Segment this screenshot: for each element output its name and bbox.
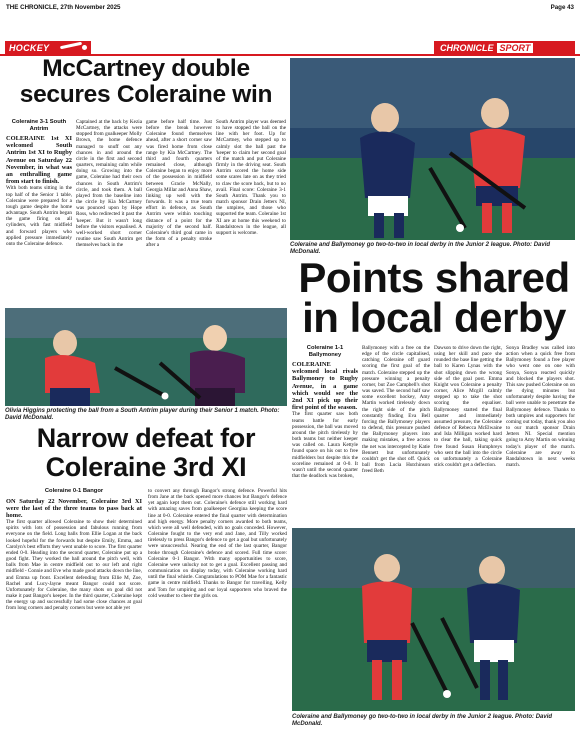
story1-col2: Captained at the back by Kezia McCartney, the attacks were stopped from goalkeeper Molly Brown, the home defence managed to snuff out any chances in and around the circle in the first and second quarters, remaining calm while doing so. Growing into the game, Coleraine had their own chances in South Antrim's circle, and took them. A ball played from the baseline into the circle by Kia McCartney was pounced upon by Hope Ross, who redirected it past the 'keeper. But it wasn't long before the visitors equalised. A well-worked short corner routine saw South Antrim get themselves back in the xyxy=(76,119,142,249)
story1-headline: McCartney double secures Coleraine win xyxy=(19,55,273,108)
page-number: Page 43 xyxy=(550,4,574,11)
story3-headline: Narrow defeat for Coleraine 3rd XI xyxy=(36,423,256,482)
story1-scoreline: Coleraine 3-1 South Antrim xyxy=(11,119,67,132)
caption-olivia-higgins: Olivia Higgins protecting the ball from a South Antrim player during their Senior 1 match. Photo: David McDonald. xyxy=(5,408,280,422)
photo-olivia-higgins xyxy=(5,308,287,406)
story2-col4: Sonya Bradley was called into action when a quick free from Ballymoney found a free player who went one on one with Sonya, Sonya reacted quickly and blocked the players shot. This saw pushed Coleraine on on the dying minutes but unfortunately despite having the ball were unable to penetrate the Ballymoney defence. Thanks to both umpires and supporters for coming out today, thank you also to our match sponsor Drain Jetters NI. Special mention going to Amy Martin on winning today's player of the match. Coleraine are away to Randalstown in next weeks match. xyxy=(506,345,575,468)
story2-col3: Dawson to drive down the right, using her skill and pace she rounded the base line getting the ball to Karen Lynas with the shot slipping down the wrong side of the goal post. Emma Knight won Coleraine a penalty corner, Alice Mcgill calmly stepped up to take the shot scoring the equaliser. Ballymoney started the final quarter and immediately assumed pressure, the Coleraine defence of Rebecca McElwaine and Isla Milligan worked hard to clear the ball, taking quick free found Susan Humphreys who sent the ball into the circle on unfortunately a Coleraine stick couldn't get a deflection. xyxy=(434,345,502,468)
running-header xyxy=(6,3,574,13)
hockey-stick-icon xyxy=(60,42,82,50)
story2-lead: COLERAINE welcomed local rivals Ballymoney to Rugby Avenue, in a game which would see the 2nd XI pick up their first point of the season. xyxy=(292,361,358,412)
caption-top-photo: Coleraine and Ballymoney go two-to-two in local derby in the Junior 2 league. Photo: David McDonald. xyxy=(290,242,551,256)
photo-ballymoney-derby-bottom xyxy=(292,528,575,711)
section-tag-chronicle-sport: CHRONICLE SPORT xyxy=(434,41,575,54)
story2-headline: Points shared in local derby xyxy=(298,254,570,341)
story2-col1: Coleraine 1-1 Ballymoney COLERAINE welcomed local rivals Ballymoney to Rugby Avenue, in a game which would see the 2nd XI pick up their first point of the season. The first quarter saw both teams battle for early possession, the ball was moved around the pitch tirelessly by both teams but neither keeper was called on. Laura Kettyle found space on his out to free midfielders but despite this the scoreline remained at 0-0. It wasn't until the second quarter that the deadlock was broken, xyxy=(292,345,358,479)
story3-scoreline: Coleraine 0-1 Bangor xyxy=(44,488,104,494)
story3-col1: Coleraine 0-1 Bangor ON Saturday 22 November, Coleraine 3rd XI were the last of the three teams to pass back at home. The first quarter allowed Coleraine to show their determined spirits with lots of possession and fabulous running from everyone on the field. Long balls from Ellie Logan at the back looked hopeful for the forwards but despite Emily, Emma, and Carolyn's best efforts they went unable to score. The first quarter ended 0-0. Heading into the second quarter, Coleraine put up a good fight. They worked the ball around the pitch well, with balls from Mae in centre midfield out to our left and right midfield - Connie and Eve who made good attacks down the line, and Emma up front. Excellent defending from Ellie M, Zoe, Rachel and Lucy-Jayne meant Bangor could not score. Unfortunately for Coleraine, the many shots on goal did not make it past Bangor's keeper. In the third quarter, Coleraine kept the energy up and successfully had some close chances at goal from long corners and penalty corners but were not able yet xyxy=(6,488,142,612)
story2-col2: Ballymoney with a free on the edge of the circle capitalised, catching Coleraine off guard scoring the first goal of the match. Coleraine stepped up the pressure winning a penalty corner, but Zoe Campbell's shot was saved. The second half saw some excellent hockey, Amy Martin worked tirelessly down the right side of the pitch constantly finding Eva Bell forcing the Ballymoney players to defend, this pressure pushed the Ballymoney players into making mistakes, a free across the net was intercepted by Katie Bennett but unfortunately couldn't get the shot off. Quick ball from Lucia Hutchinson freed Beth xyxy=(362,345,430,475)
story1-lead: COLERAINE 1st XI welcomed South Antrim 1st XI to Rugby Avenue on Saturday 22 November, in what was an enthralling game from start to finish. xyxy=(6,135,72,186)
publication-date: THE CHRONICLE, 27th November 2025 xyxy=(6,4,121,11)
caption-bottom-photo: Coleraine and Ballymoney go two-to-two in local derby in the Junior 2 league. Photo: David McDonald. xyxy=(292,714,553,728)
section-tag-hockey: HOCKEY xyxy=(5,41,91,54)
story1-col1: Coleraine 3-1 South Antrim COLERAINE 1st XI welcomed South Antrim 1st XI to Rugby Avenue on Saturday 22 November, in what was an enthralling game from start to finish. With both teams sitting in the top half of the Senior 1 table, Coleraine were prepared for a tough game despite the home advantage. South Antrim began the game firing on all cylinders, with fast midfield and forward players who applied pressure immediately onto the Coleraine defence. xyxy=(6,119,72,247)
hockey-ball-icon xyxy=(82,45,87,50)
story1-col4: South Antrim player was deemed to have stopped the ball on the line with her foot. Up for McCartney, who stepped up to calmly slot the ball past the 'keeper to claim her second goal of the match and put Coleraine firmly in the driving seat. South Antrim scored the home side some scares late on as they tried to claw the score back, but to no avail. Final score: Coleraine 3-1 South Antrim. Thank you to match sponsor Drain Jetters NI, the umpires, and those who supported the team. Coleraine 1st XI are at home this weekend to Randalstown in the league, all support is welcome. xyxy=(216,119,286,236)
story3-lead: ON Saturday 22 November, Coleraine 3rd XI were the last of the three teams to pass back at home. xyxy=(6,497,142,519)
story3-col2: to convert any through Bangor's strong defence. Powerful hits from Jane at the back opened more chances but Bangor's defence yet again kept them out. Coleraine's defence still working hard with amazing saves from goalkeeper Georgina keeping the score line at 0-0. Coleraine entered the final quarter with determination and high energy. More penalty corners awarded to both teams, which were all well defended, with no goals conceded. However, Coleraine fought to the very end and Jane, and Tilly worked tirelessly to press Bangor's defence to get a goal but unfortunately were unsuccessful. Nearing the end of the last quarter, Bangor broke through Coleraine's defence and scored. Full time score: Coleraine 0-1 Bangor. With many opportunities to score, Coleraine were unlucky not to get a goal. Excellent passing and communication on display today, with Coleraine working hard until the final whistle. Congratulations to POM Mae for a fantastic game in centre midfield. Thanks to Bangor for travelling, Kelly and Tom for umpiring and our loyal supporters who braved the cold weather to cheer the girls on. xyxy=(148,488,287,599)
photo-ballymoney-derby-top xyxy=(290,58,575,240)
story2-scoreline: Coleraine 1-1 Ballymoney xyxy=(306,345,344,358)
story1-col3: game before half time. Just before the break however Coleraine found themselves ahead, after a short corner saw was fired home from close range by Kia McCartney. The third and fourth quarters remained close, although Coleraine began to enjoy more of the possession in midfield between Gracie McNally, Georgia Millar and Anna Shaw, linking up well with the forwards. It was a true team effort in defence, as South Antrim were within touching distance of a point for the majority of the second half. Coleraine's third goal came in the form of a penalty stroke after a xyxy=(146,119,212,249)
